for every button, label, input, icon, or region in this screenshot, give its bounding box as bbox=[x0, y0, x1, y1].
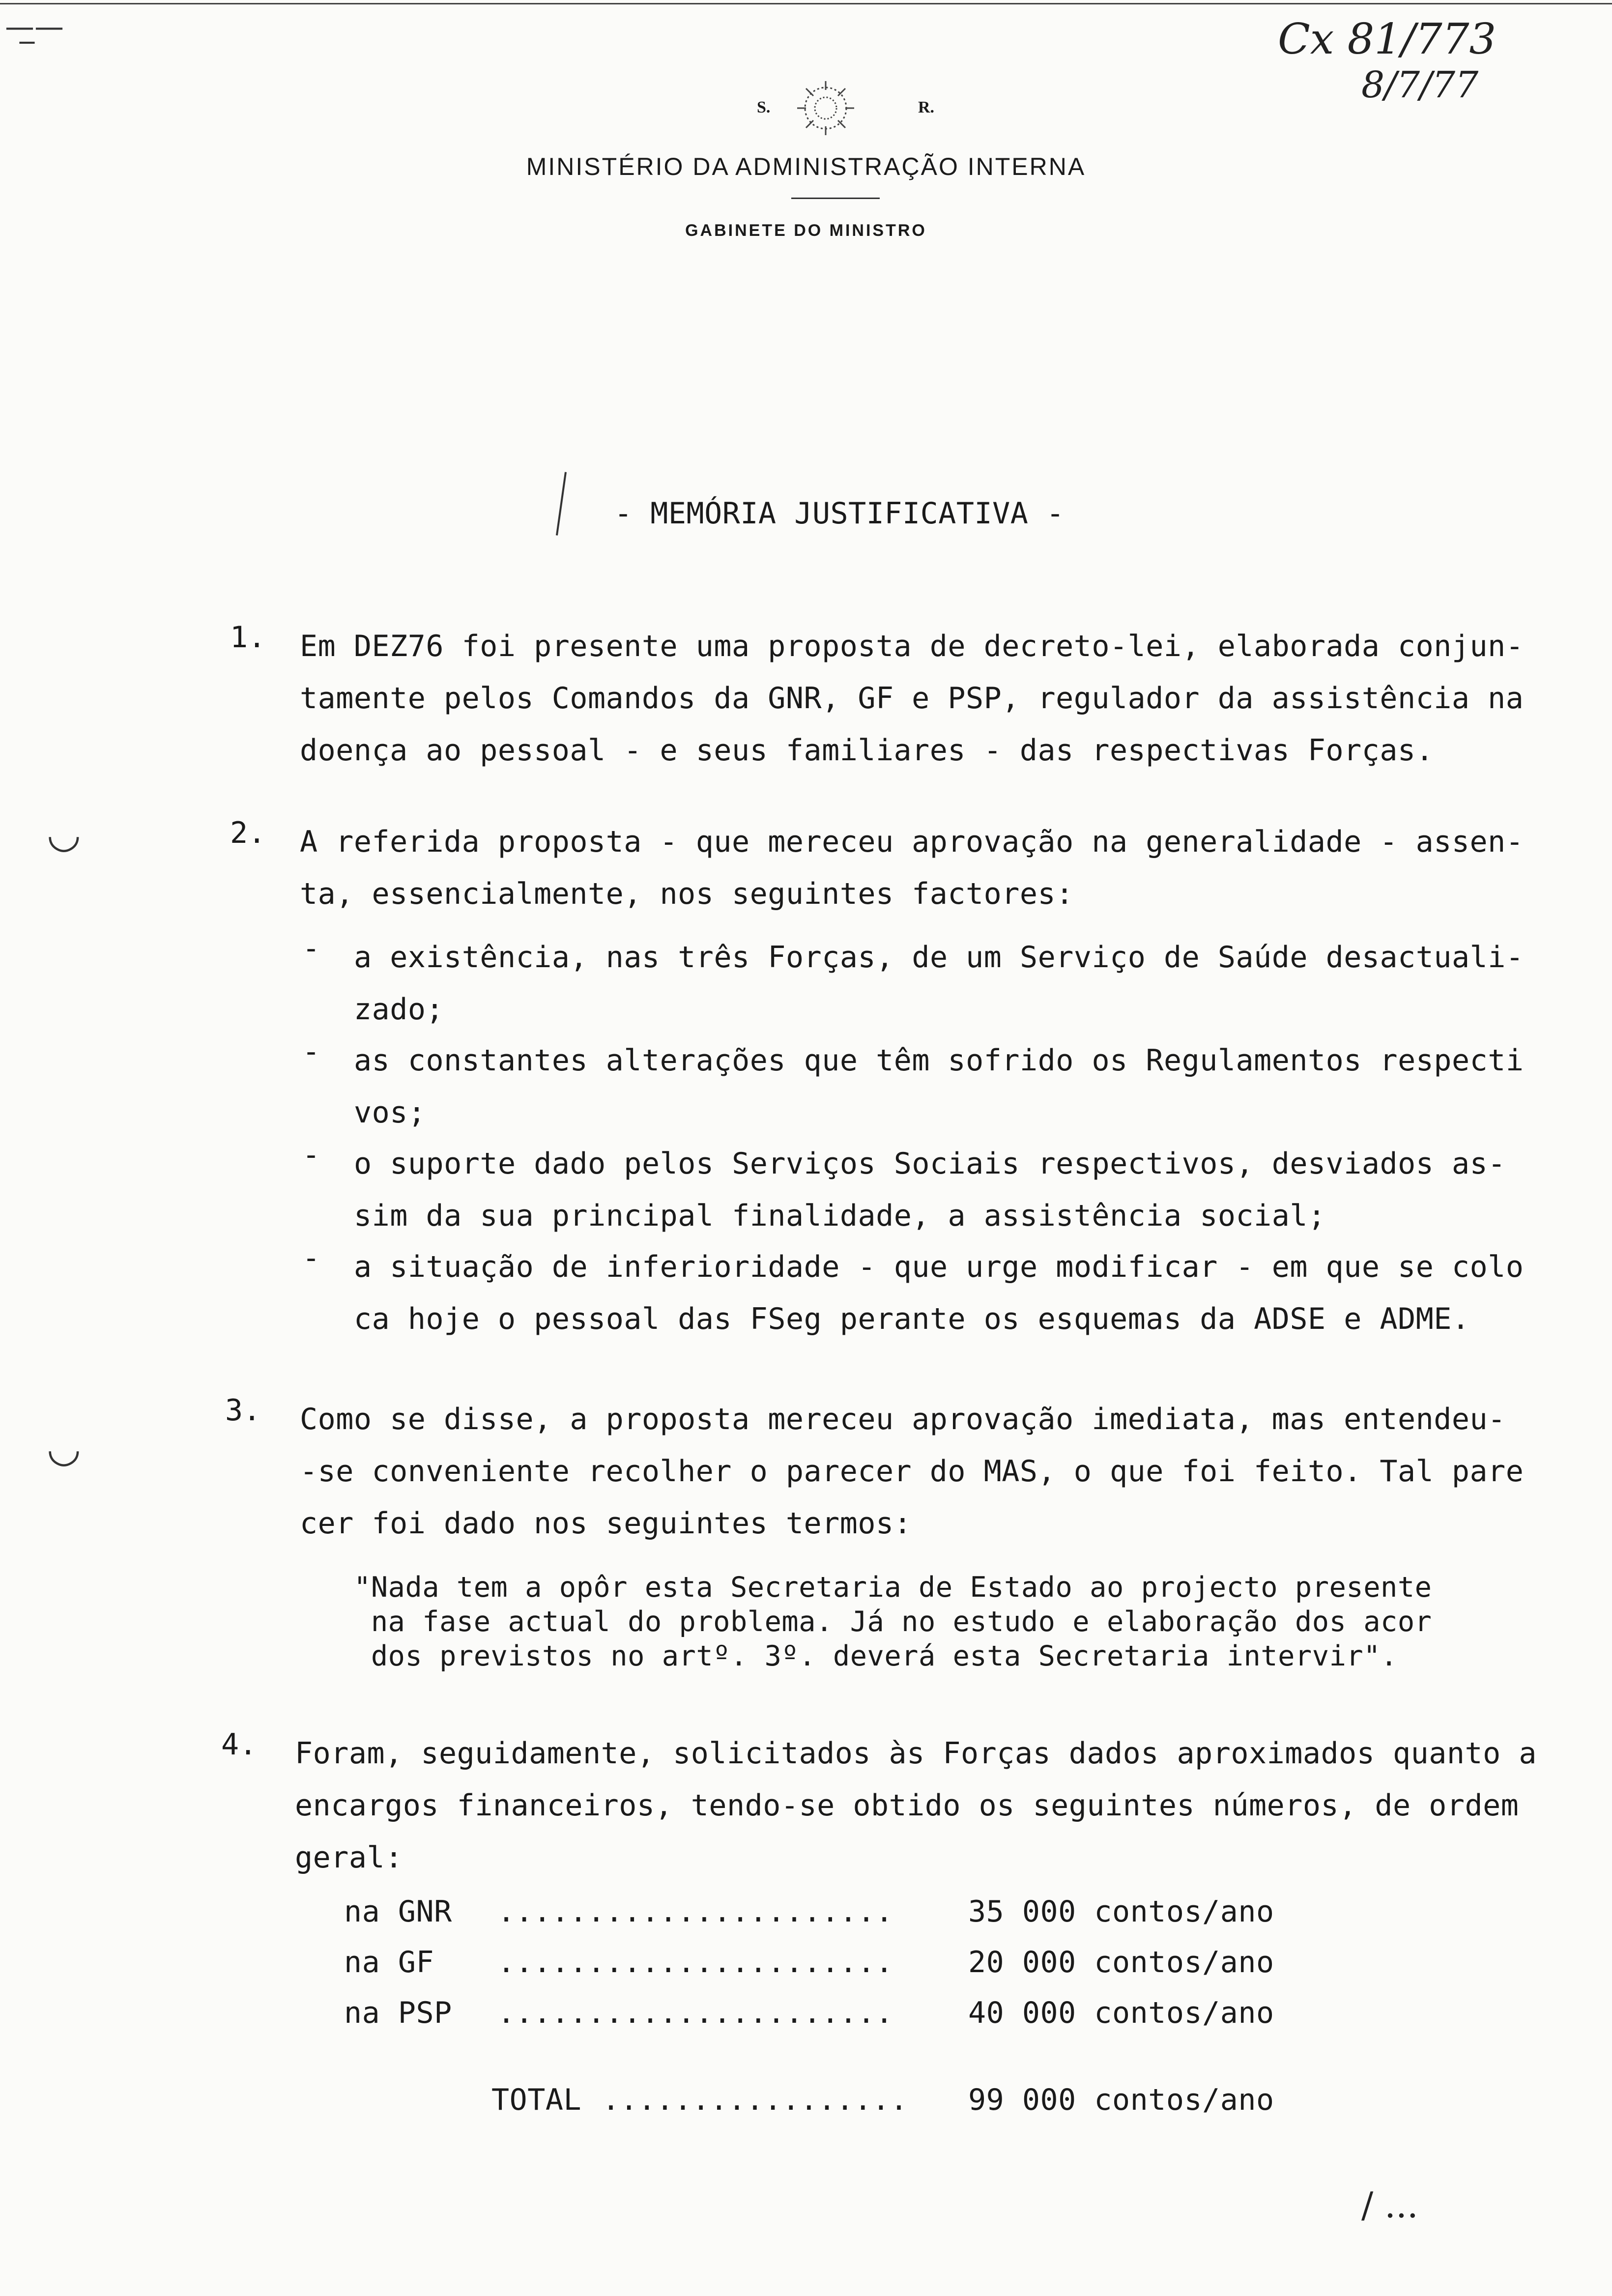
quote-line: "Nada tem a opôr esta Secretaria de Estado ao projecto presente bbox=[354, 1571, 1432, 1604]
text-line: a situação de inferioridade - que urge modificar - em que se colo bbox=[354, 1250, 1524, 1284]
continuation-mark: / ... bbox=[1361, 2184, 1418, 2226]
header-divider bbox=[791, 198, 880, 199]
cost-label: na PSP bbox=[344, 1996, 452, 2030]
quote-line: dos previstos no artº. 3º. deverá esta Secretaria intervir". bbox=[354, 1640, 1398, 1672]
bullet-dash: - bbox=[302, 1241, 320, 1275]
cost-row bbox=[344, 1945, 1302, 1994]
text-line: A referida proposta - que mereceu aprovação na generalidade - assen- bbox=[300, 825, 1524, 859]
text-line: zado; bbox=[354, 992, 444, 1027]
text-line: ta, essencialmente, nos seguintes factores: bbox=[300, 877, 1074, 911]
bullet-dash: - bbox=[302, 1034, 320, 1069]
ministry-name: MINISTÉRIO DA ADMINISTRAÇÃO INTERNA bbox=[526, 153, 1086, 180]
text-line: Como se disse, a proposta mereceu aprovação imediata, mas entendeu- bbox=[300, 1402, 1506, 1436]
document-title: - MEMÓRIA JUSTIFICATIVA - bbox=[614, 496, 1065, 531]
leader-dots: ...................... bbox=[497, 1894, 893, 1929]
total-amount: 99 000 contos/ano bbox=[968, 2083, 1274, 2117]
scan-mark: —̲— bbox=[5, 10, 64, 44]
text-line: a existência, nas três Forças, de um Serviço de Saúde desactuali- bbox=[354, 940, 1524, 975]
text-line: geral: bbox=[295, 1840, 403, 1875]
section-number: 1. bbox=[230, 620, 266, 655]
list-item bbox=[354, 1138, 1553, 1242]
section-3-text bbox=[300, 1393, 1548, 1550]
text-line: as constantes alterações que têm sofrido os Regulamentos respecti bbox=[354, 1043, 1524, 1078]
section-number: 4. bbox=[221, 1727, 258, 1762]
quote-line: na fase actual do problema. Já no estudo e elaboração dos acor bbox=[354, 1606, 1432, 1638]
text-line: vos; bbox=[354, 1095, 426, 1130]
handwritten-date: 8/7/77 bbox=[1361, 64, 1479, 106]
text-line: Em DEZ76 foi presente uma proposta de decreto-lei, elaborada conjun- bbox=[300, 629, 1524, 663]
seal-right-letter: R. bbox=[918, 98, 935, 116]
total-row bbox=[344, 2083, 1302, 2132]
cost-label: na GF bbox=[344, 1945, 434, 1980]
section-1-text bbox=[300, 620, 1548, 776]
leader-dots: ................. bbox=[602, 2083, 908, 2117]
list-item bbox=[354, 1034, 1553, 1139]
list-item bbox=[354, 931, 1553, 1035]
hole-punch-mark: ◡ bbox=[47, 1425, 81, 1471]
section-number: 3. bbox=[225, 1393, 261, 1428]
quoted-opinion bbox=[354, 1570, 1533, 1673]
republic-seal-icon bbox=[786, 71, 865, 145]
text-line: o suporte dado pelos Serviços Sociais respectivos, desviados as- bbox=[354, 1147, 1506, 1181]
section-4-text bbox=[295, 1727, 1543, 1884]
text-line: -se conveniente recolher o parecer do MAS, o que foi feito. Tal pare bbox=[300, 1454, 1524, 1489]
top-rule bbox=[0, 3, 1612, 4]
text-line: tamente pelos Comandos da GNR, GF e PSP, regulador da assistência na bbox=[300, 681, 1524, 716]
section-number: 2. bbox=[230, 816, 266, 850]
cost-amount: 35 000 contos/ano bbox=[968, 1894, 1274, 1929]
cost-row bbox=[344, 1894, 1302, 1944]
cost-label: na GNR bbox=[344, 1894, 452, 1929]
cost-row bbox=[344, 1996, 1302, 2045]
leader-dots: ...................... bbox=[497, 1945, 893, 1980]
text-line: Foram, seguidamente, solicitados às Forças dados aproximados quanto a bbox=[295, 1736, 1537, 1771]
text-line: cer foi dado nos seguintes termos: bbox=[300, 1506, 912, 1541]
text-line: sim da sua principal finalidade, a assistência social; bbox=[354, 1199, 1326, 1233]
cost-amount: 20 000 contos/ano bbox=[968, 1945, 1274, 1980]
bullet-dash: - bbox=[302, 1138, 320, 1172]
list-item bbox=[354, 1241, 1553, 1345]
hole-punch-mark: ◡ bbox=[47, 811, 81, 857]
section-2-text bbox=[300, 816, 1548, 920]
bullet-dash: - bbox=[302, 931, 320, 966]
text-line: ca hoje o pessoal das FSeg perante os esquemas da ADSE e ADME. bbox=[354, 1302, 1470, 1336]
total-label: TOTAL bbox=[491, 2083, 582, 2117]
seal-left-letter: S. bbox=[757, 98, 771, 116]
cost-amount: 40 000 contos/ano bbox=[968, 1996, 1274, 2030]
text-line: encargos financeiros, tendo-se obtido os seguintes números, de ordem bbox=[295, 1788, 1519, 1823]
handwritten-archive-ref: Cx 81/773 bbox=[1278, 15, 1497, 64]
margin-stroke bbox=[556, 472, 567, 535]
leader-dots: ...................... bbox=[497, 1996, 893, 2030]
office-name: GABINETE DO MINISTRO bbox=[685, 221, 927, 240]
text-line: doença ao pessoal - e seus familiares - das respectivas Forças. bbox=[300, 733, 1434, 768]
